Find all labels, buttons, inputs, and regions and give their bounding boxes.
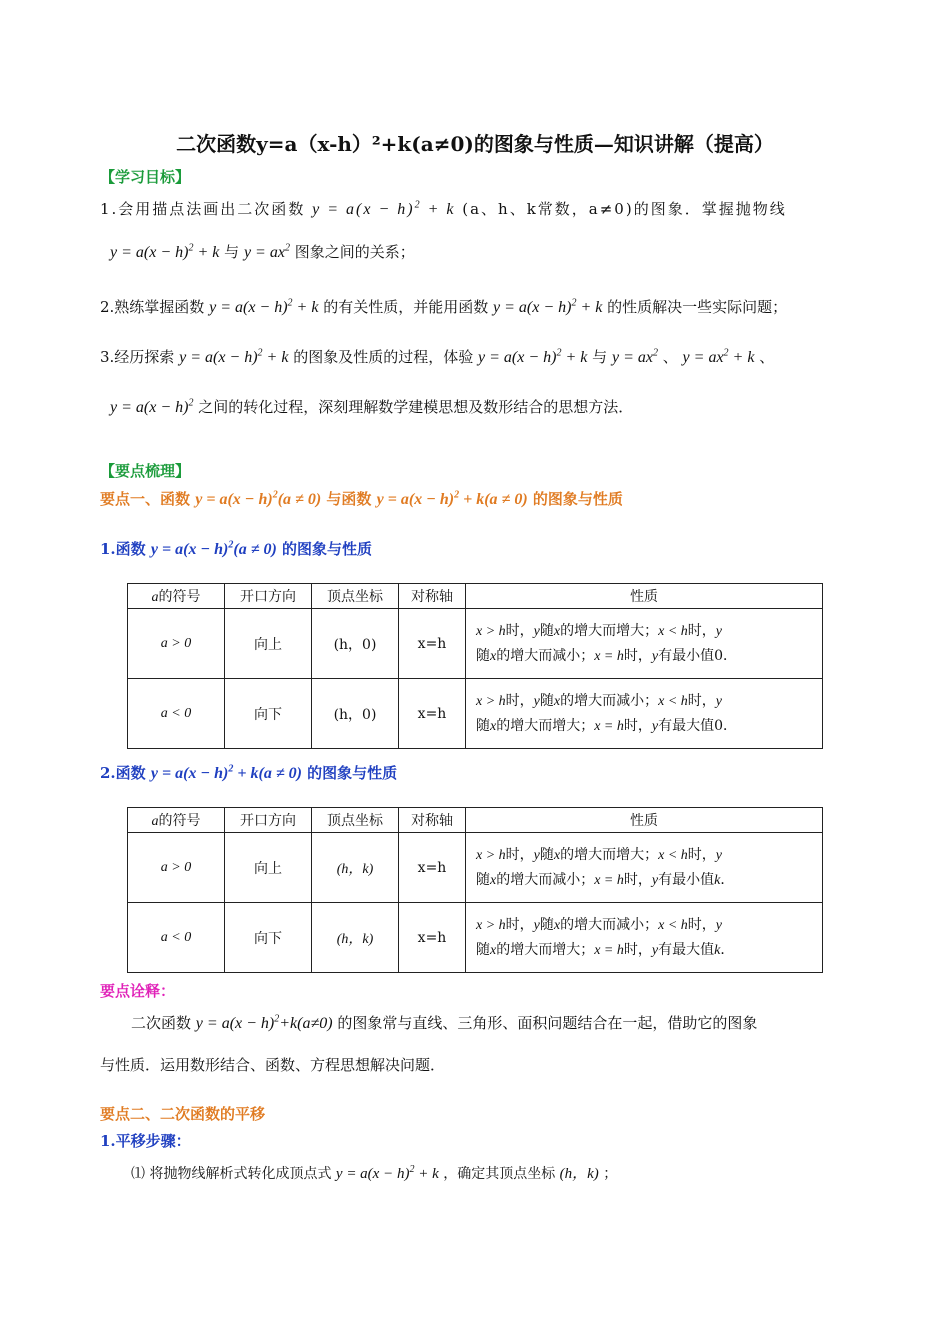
properties-cell: x > h时，y随x的增大而增大；x < h时，y 随x的增大而减小；x = h时，y有最小值k． xyxy=(466,833,823,903)
sign-cell: a > 0 xyxy=(128,609,225,679)
key-point-2-subheading: 1.平移步骤： xyxy=(100,1132,191,1150)
key-points-heading: 【要点梳理】 xyxy=(100,462,191,480)
header-vertex: 顶点坐标 xyxy=(312,808,399,833)
goal-2: 2.熟练掌握函数 $y = a(x - h)^2 + k$ 的有关性质，并能用函数 $y = a(x - h)^2 + k$ 的性质解决一些实际问题； xyxy=(100,297,788,316)
explain-heading: 要点诠释： xyxy=(100,982,176,1000)
sign-cell: a < 0 xyxy=(128,679,225,749)
table-row xyxy=(128,833,823,903)
explain-line-1: 二次函数 $y = a(x - h)^2+k(a\ne 0)$ 的图象常与直线、三角形、面积问题结合在一起，借助它的图象 xyxy=(131,1013,758,1032)
vertex-cell: (h，0) xyxy=(312,609,399,679)
header-axis: 对称轴 xyxy=(399,808,466,833)
axis-cell: x=h xyxy=(399,903,466,973)
header-properties: 性质 xyxy=(466,808,823,833)
explain-line-2: 与性质．运用数形结合、函数、方程思想解决问题． xyxy=(100,1056,446,1074)
direction-cell: 向上 xyxy=(225,609,312,679)
properties-table-2 xyxy=(127,807,823,973)
sign-cell: a > 0 xyxy=(128,833,225,903)
vertex-cell: (h，k) xyxy=(312,903,399,973)
table-header-row xyxy=(128,808,823,833)
direction-cell: 向上 xyxy=(225,833,312,903)
goal-1-line-1: 1.会用描点法画出二次函数 $y = a(x - h)^2 + k$ (a、h、k常数，a≠0)的图象．掌握抛物线 xyxy=(100,199,787,218)
axis-cell: x=h xyxy=(399,833,466,903)
key-point-1-heading: 要点一、函数 $y = a(x - h)^2(a \ne 0)$ 与函数 $y = a(x - h)^2 + k(a \ne 0)$ 的图象与性质 xyxy=(100,489,623,508)
goal-1-line-2: $y = a(x - h)^2 + k$ 与 $y = ax^2$ 图象之间的关系； xyxy=(110,242,415,261)
header-properties: 性质 xyxy=(466,584,823,609)
properties-table-1 xyxy=(127,583,823,749)
axis-cell: x=h xyxy=(399,679,466,749)
key-point-2-heading: 要点二、二次函数的平移 xyxy=(100,1105,266,1123)
vertex-cell: (h，0) xyxy=(312,679,399,749)
goal-3-line-2: $y = a(x - h)^2$ 之间的转化过程，深刻理解数学建模思想及数形结合的思想方法． xyxy=(110,397,634,416)
table-row xyxy=(128,903,823,973)
subsection-2-heading: 2.函数 $y = a(x - h)^2 + k(a \ne 0)$ 的图象与性质 xyxy=(100,763,398,782)
properties-cell: x > h时，y随x的增大而增大；x < h时，y 随x的增大而减小；x = h时，y有最小值0． xyxy=(466,609,823,679)
axis-cell: x=h xyxy=(399,609,466,679)
table-header-row xyxy=(128,584,823,609)
goal-3-line-1: 3.经历探索 $y = a(x - h)^2 + k$ 的图象及性质的过程，体验 $y = a(x - h)^2 + k$ 与 $y = ax^2$ 、 $y = ax^2 + k$ 、 xyxy=(100,347,775,366)
subsection-1-heading: 1.函数 $y = a(x - h)^2(a \ne 0)$ 的图象与性质 xyxy=(100,539,373,558)
properties-cell: x > h时，y随x的增大而减小；x < h时，y 随x的增大而增大；x = h时，y有最大值0． xyxy=(466,679,823,749)
sign-cell: a < 0 xyxy=(128,903,225,973)
properties-cell: x > h时，y随x的增大而减小；x < h时，y 随x的增大而增大；x = h时，y有最大值k． xyxy=(466,903,823,973)
table-row xyxy=(128,679,823,749)
header-sign: a的符号 xyxy=(128,808,225,833)
table-row xyxy=(128,609,823,679)
vertex-cell: (h，k) xyxy=(312,833,399,903)
header-vertex: 顶点坐标 xyxy=(312,584,399,609)
header-sign: a的符号 xyxy=(128,584,225,609)
page-title: 二次函数y=a（x-h）²+k(a≠0)的图象与性质—知识讲解（提高） xyxy=(176,132,774,156)
header-axis: 对称轴 xyxy=(399,584,466,609)
header-direction: 开口方向 xyxy=(225,808,312,833)
direction-cell: 向下 xyxy=(225,903,312,973)
header-direction: 开口方向 xyxy=(225,584,312,609)
direction-cell: 向下 xyxy=(225,679,312,749)
step-1: ⑴ 将抛物线解析式转化成顶点式 $y = a(x - h)^2 + k$ ，确定其顶点坐标 (h，k) ； xyxy=(131,1164,618,1182)
learning-goals-heading: 【学习目标】 xyxy=(100,168,191,186)
